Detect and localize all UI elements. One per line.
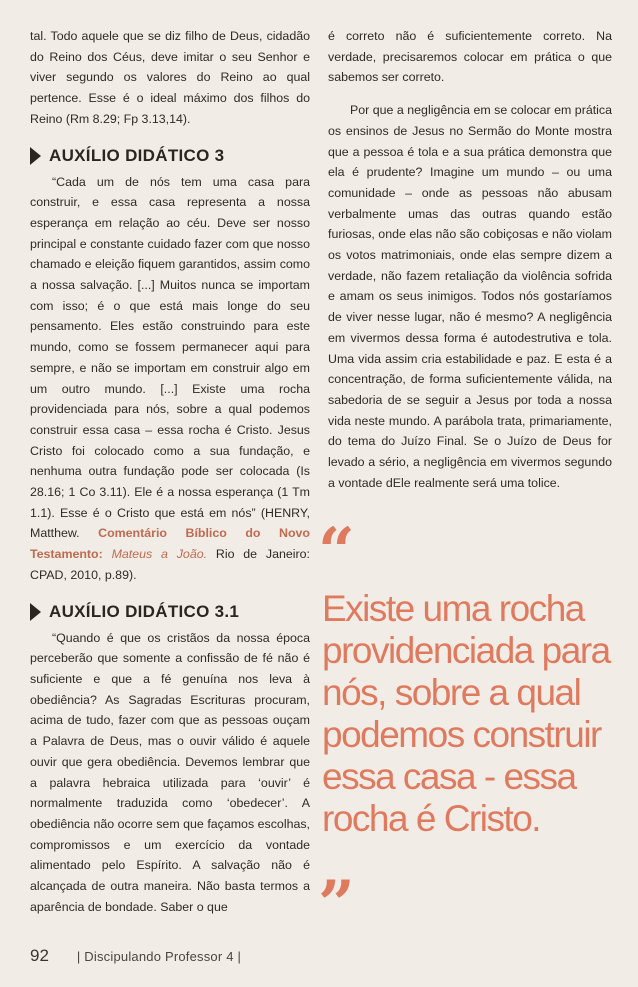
right-column	[328, 26, 612, 493]
pull-quote: Existe uma rocha providenciada para nós, sobre a qual podemos construir essa casa - essa rocha é Cristo.	[322, 588, 610, 839]
triangle-bullet-icon	[30, 603, 41, 621]
citation-title: Comentário Bíblico do Novo Testamento:	[30, 526, 310, 562]
section-heading-3-1	[30, 602, 310, 622]
publication-title: | Discipulando Professor 4 |	[76, 949, 242, 964]
section-3-text: “Cada um de nós tem uma casa para construir, e essa casa representa a nossa esperança em relação ao céu. Deve ser nosso principal e constante cuidado fazer com que nosso chamado e eleição fiquem garantidos, assim como a nossa salvação. [...] Muitos nunca se importam com isso; é o que está mais longe do seu pensamento. Eles estão construindo para este mundo, como se fossem permanecer aqui para sempre, e não se importam em construir algo em um outro mundo. [...] Existe uma rocha providenciada para nós, sobre a qual podemos construir essa casa – essa rocha é Cristo. Jesus Cristo foi colocado como a sua fundação, e nenhuma outra fundação pode ser colocada (Is 28.16; 1 Co 3.11). Ele é a nossa esperança (1 Tm 1.1). Esse é o Cristo que está em nós” (HENRY, Matthew.	[30, 174, 310, 541]
section-title-3: AUXÍLIO DIDÁTICO 3	[49, 145, 225, 165]
triangle-bullet-icon	[30, 147, 41, 165]
section-title-3-1: AUXÍLIO DIDÁTICO 3.1	[49, 601, 240, 621]
left-column	[30, 26, 310, 917]
citation-subtitle: Mateus a João.	[111, 547, 208, 562]
section-heading-3	[30, 146, 310, 166]
section-3-1-body: “Quando é que os cristãos da nossa época perceberão que somente a confissão de fé não é suficiente e que a fé genuína nos leva à obediência? As Sagradas Escrituras procuram, acima de tudo, fazer com que as pessoas ouçam a Palavra de Deus, mas o ouvir válido é aquele ouvir que gera obediência. Devemos lembrar que a palavra hebraica utilizada para ‘ouvir’ é normalmente traduzida como ‘obedecer’. A obediência não ocorre sem que façamos escolhas, compromissos e um exercício da vontade alimentado pelo Espírito. A salvação não é alcançada de outra maneira. Não basta termos a aparência de bondade. Saber o que	[30, 630, 310, 914]
intro-paragraph: tal. Todo aquele que se diz filho de Deus, cidadão do Reino dos Céus, deve imitar o seu Senhor e viver segundo os valores do Reino ao qual pertence. Esse é o ideal máximo dos filhos do Reino (Rm 8.29; Fp 3.13,14).	[30, 29, 310, 126]
continuation-paragraph: é correto não é suficientemente correto. Na verdade, precisaremos colocar em prática o que sabemos ser correto.	[328, 29, 612, 85]
page-footer	[30, 946, 241, 966]
open-quote-icon: “	[318, 514, 355, 589]
section-3-body	[30, 172, 310, 586]
close-quote-icon: ”	[318, 867, 355, 942]
citation-publisher: Rio de Janeiro: CPAD, 2010, p.89).	[30, 547, 310, 582]
main-paragraph: Por que a negligência em se colocar em prática os ensinos de Jesus no Sermão do Monte mostra que a pessoa é tola e a sua prática demonstra que ela é prudente? Imagine um mundo – ou uma comunidade – onde as pessoas não abusam verbalmente umas das outras quando estão furiosas, onde elas não são cobiçosas e não violam os votos matrimoniais, onde elas sempre dizem a verdade, não fazem retaliação da violência sofrida e amam os seus inimigos. Todos nós gostaríamos de viver nesse lugar, não é mesmo? A negligência em vivermos dessa forma é autodestrutiva e tola. Uma vida assim cria estabilidade e paz. E esta é a concentração, de forma suficientemente válida, na sabedoria de se seguir a Jesus por toda a nossa vida neste mundo. A parábola trata, primariamente, do tema do Juízo Final. Se o Juízo de Deus for levado a sério, a negligência em vivermos segundo a vontade dEle realmente será uma tolice.	[328, 103, 612, 490]
page-number: 92	[30, 946, 49, 965]
